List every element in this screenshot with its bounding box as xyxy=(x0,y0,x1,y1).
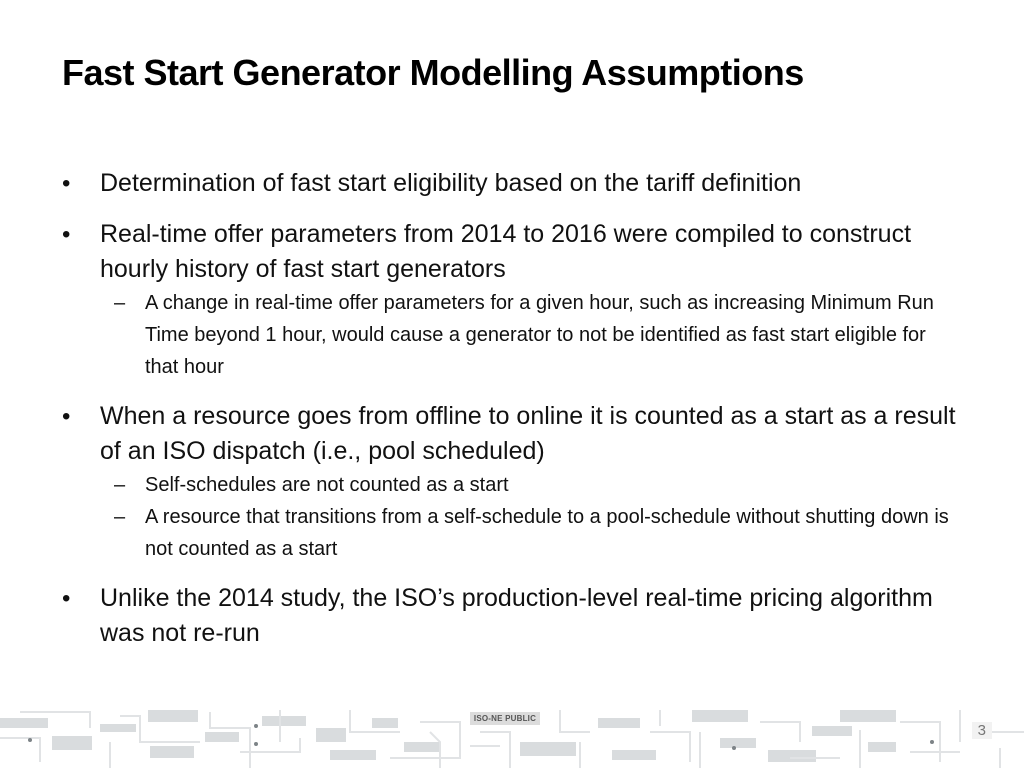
sub-bullet-item xyxy=(100,501,962,565)
bullet-item xyxy=(62,217,962,383)
sub-bullet-marker: – xyxy=(114,474,126,496)
bullet-text: Unlike the 2014 study, the ISO’s production-level real-time pricing algorithm was not re-run xyxy=(100,584,933,647)
bullet-marker: • xyxy=(62,585,71,612)
bullet-list xyxy=(62,166,962,667)
bullet-text: Determination of fast start eligibility based on the tariff definition xyxy=(100,169,802,197)
sub-bullet-list xyxy=(100,469,962,565)
page-number: 3 xyxy=(972,722,992,739)
bullet-marker: • xyxy=(62,403,71,430)
footer-circuit-band xyxy=(0,702,1024,768)
classification-label: ISO-NE PUBLIC xyxy=(470,712,540,725)
sub-bullet-item xyxy=(100,469,962,501)
bullet-item xyxy=(62,399,962,565)
bullet-text: Real-time offer parameters from 2014 to 2016 were compiled to construct hourly history of fast start generators xyxy=(100,220,912,283)
sub-bullet-text: A resource that transitions from a self-schedule to a pool-schedule without shutting down is not counted as a start xyxy=(145,506,949,560)
bullet-text: When a resource goes from offline to online it is counted as a start as a result of an ISO dispatch (i.e., pool scheduled) xyxy=(100,402,956,465)
sub-bullet-marker: – xyxy=(114,506,126,528)
sub-bullet-list xyxy=(100,287,962,383)
bullet-marker: • xyxy=(62,170,71,197)
slide-title: Fast Start Generator Modelling Assumptions xyxy=(62,52,804,93)
bullet-item xyxy=(62,581,962,651)
sub-bullet-marker: – xyxy=(114,292,126,314)
bullet-marker: • xyxy=(62,221,71,248)
bullet-item xyxy=(62,166,962,201)
sub-bullet-text: A change in real-time offer parameters for a given hour, such as increasing Minimum Run Time beyond 1 hour, would cause a generator to not be identified as fast start eligible for that hour xyxy=(145,292,934,378)
sub-bullet-text: Self-schedules are not counted as a start xyxy=(145,474,509,496)
sub-bullet-item xyxy=(100,287,962,383)
